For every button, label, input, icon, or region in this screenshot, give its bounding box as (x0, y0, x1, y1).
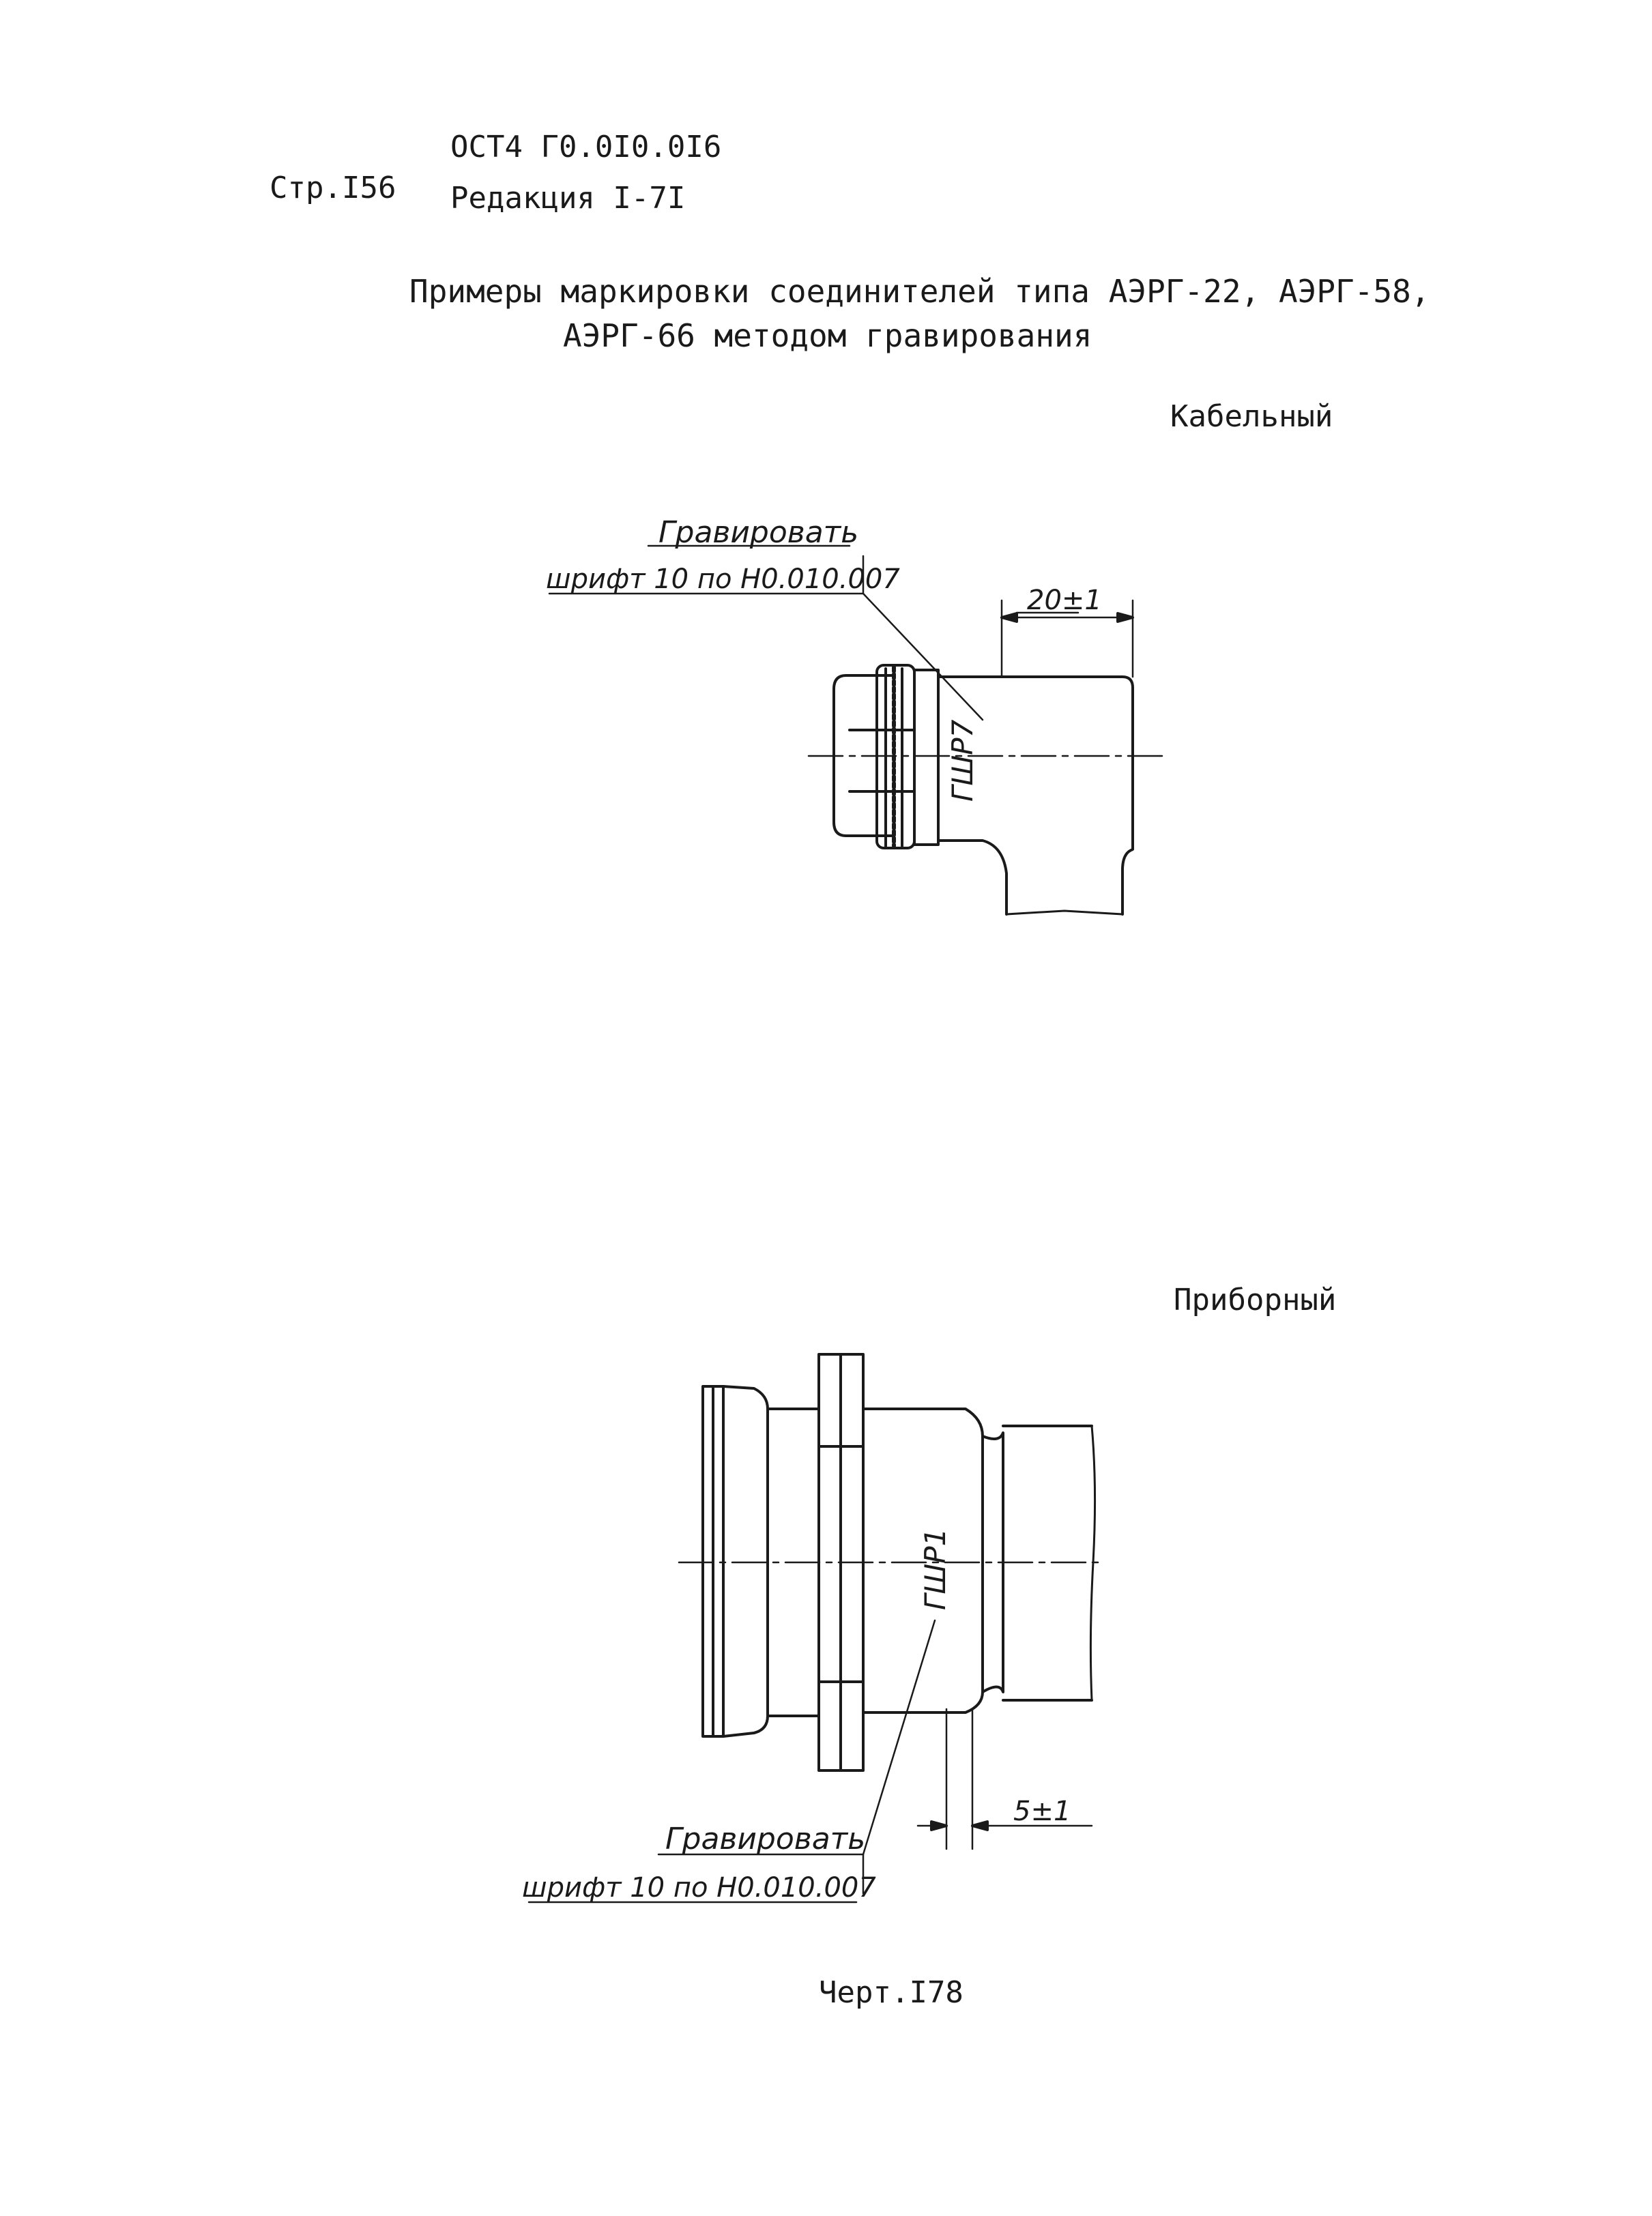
standard-code: ОСТ4 Г0.0I0.0I6 (450, 130, 722, 164)
note-engrave-bottom: Гравировать (665, 1822, 866, 1856)
marking-cable: ГШР7 (946, 719, 979, 802)
dimension-cable: 20±1 (1027, 585, 1102, 616)
note-font-top: шрифт 10 по Н0.010.007 (546, 564, 900, 595)
drawing-number: Черт.I78 (819, 1975, 963, 2010)
revision: Редакция I-7I (450, 181, 686, 216)
section-label-device: Приборный (1174, 1283, 1337, 1317)
title-line-2: АЭРГ-66 методом гравирования (563, 317, 1092, 354)
title-line-1: Примеры маркировки соединителей типа АЭРГ-22, АЭРГ-58, (409, 273, 1430, 310)
page-number: Стр.I56 (270, 171, 396, 205)
note-font-bottom: шрифт 10 по Н0.010.007 (522, 1872, 876, 1904)
note-engrave-top: Гравировать (658, 515, 859, 550)
marking-device: ГШР1 (918, 1528, 952, 1610)
section-label-cable: Кабельный (1170, 399, 1333, 434)
dimension-device: 5±1 (1013, 1796, 1071, 1827)
